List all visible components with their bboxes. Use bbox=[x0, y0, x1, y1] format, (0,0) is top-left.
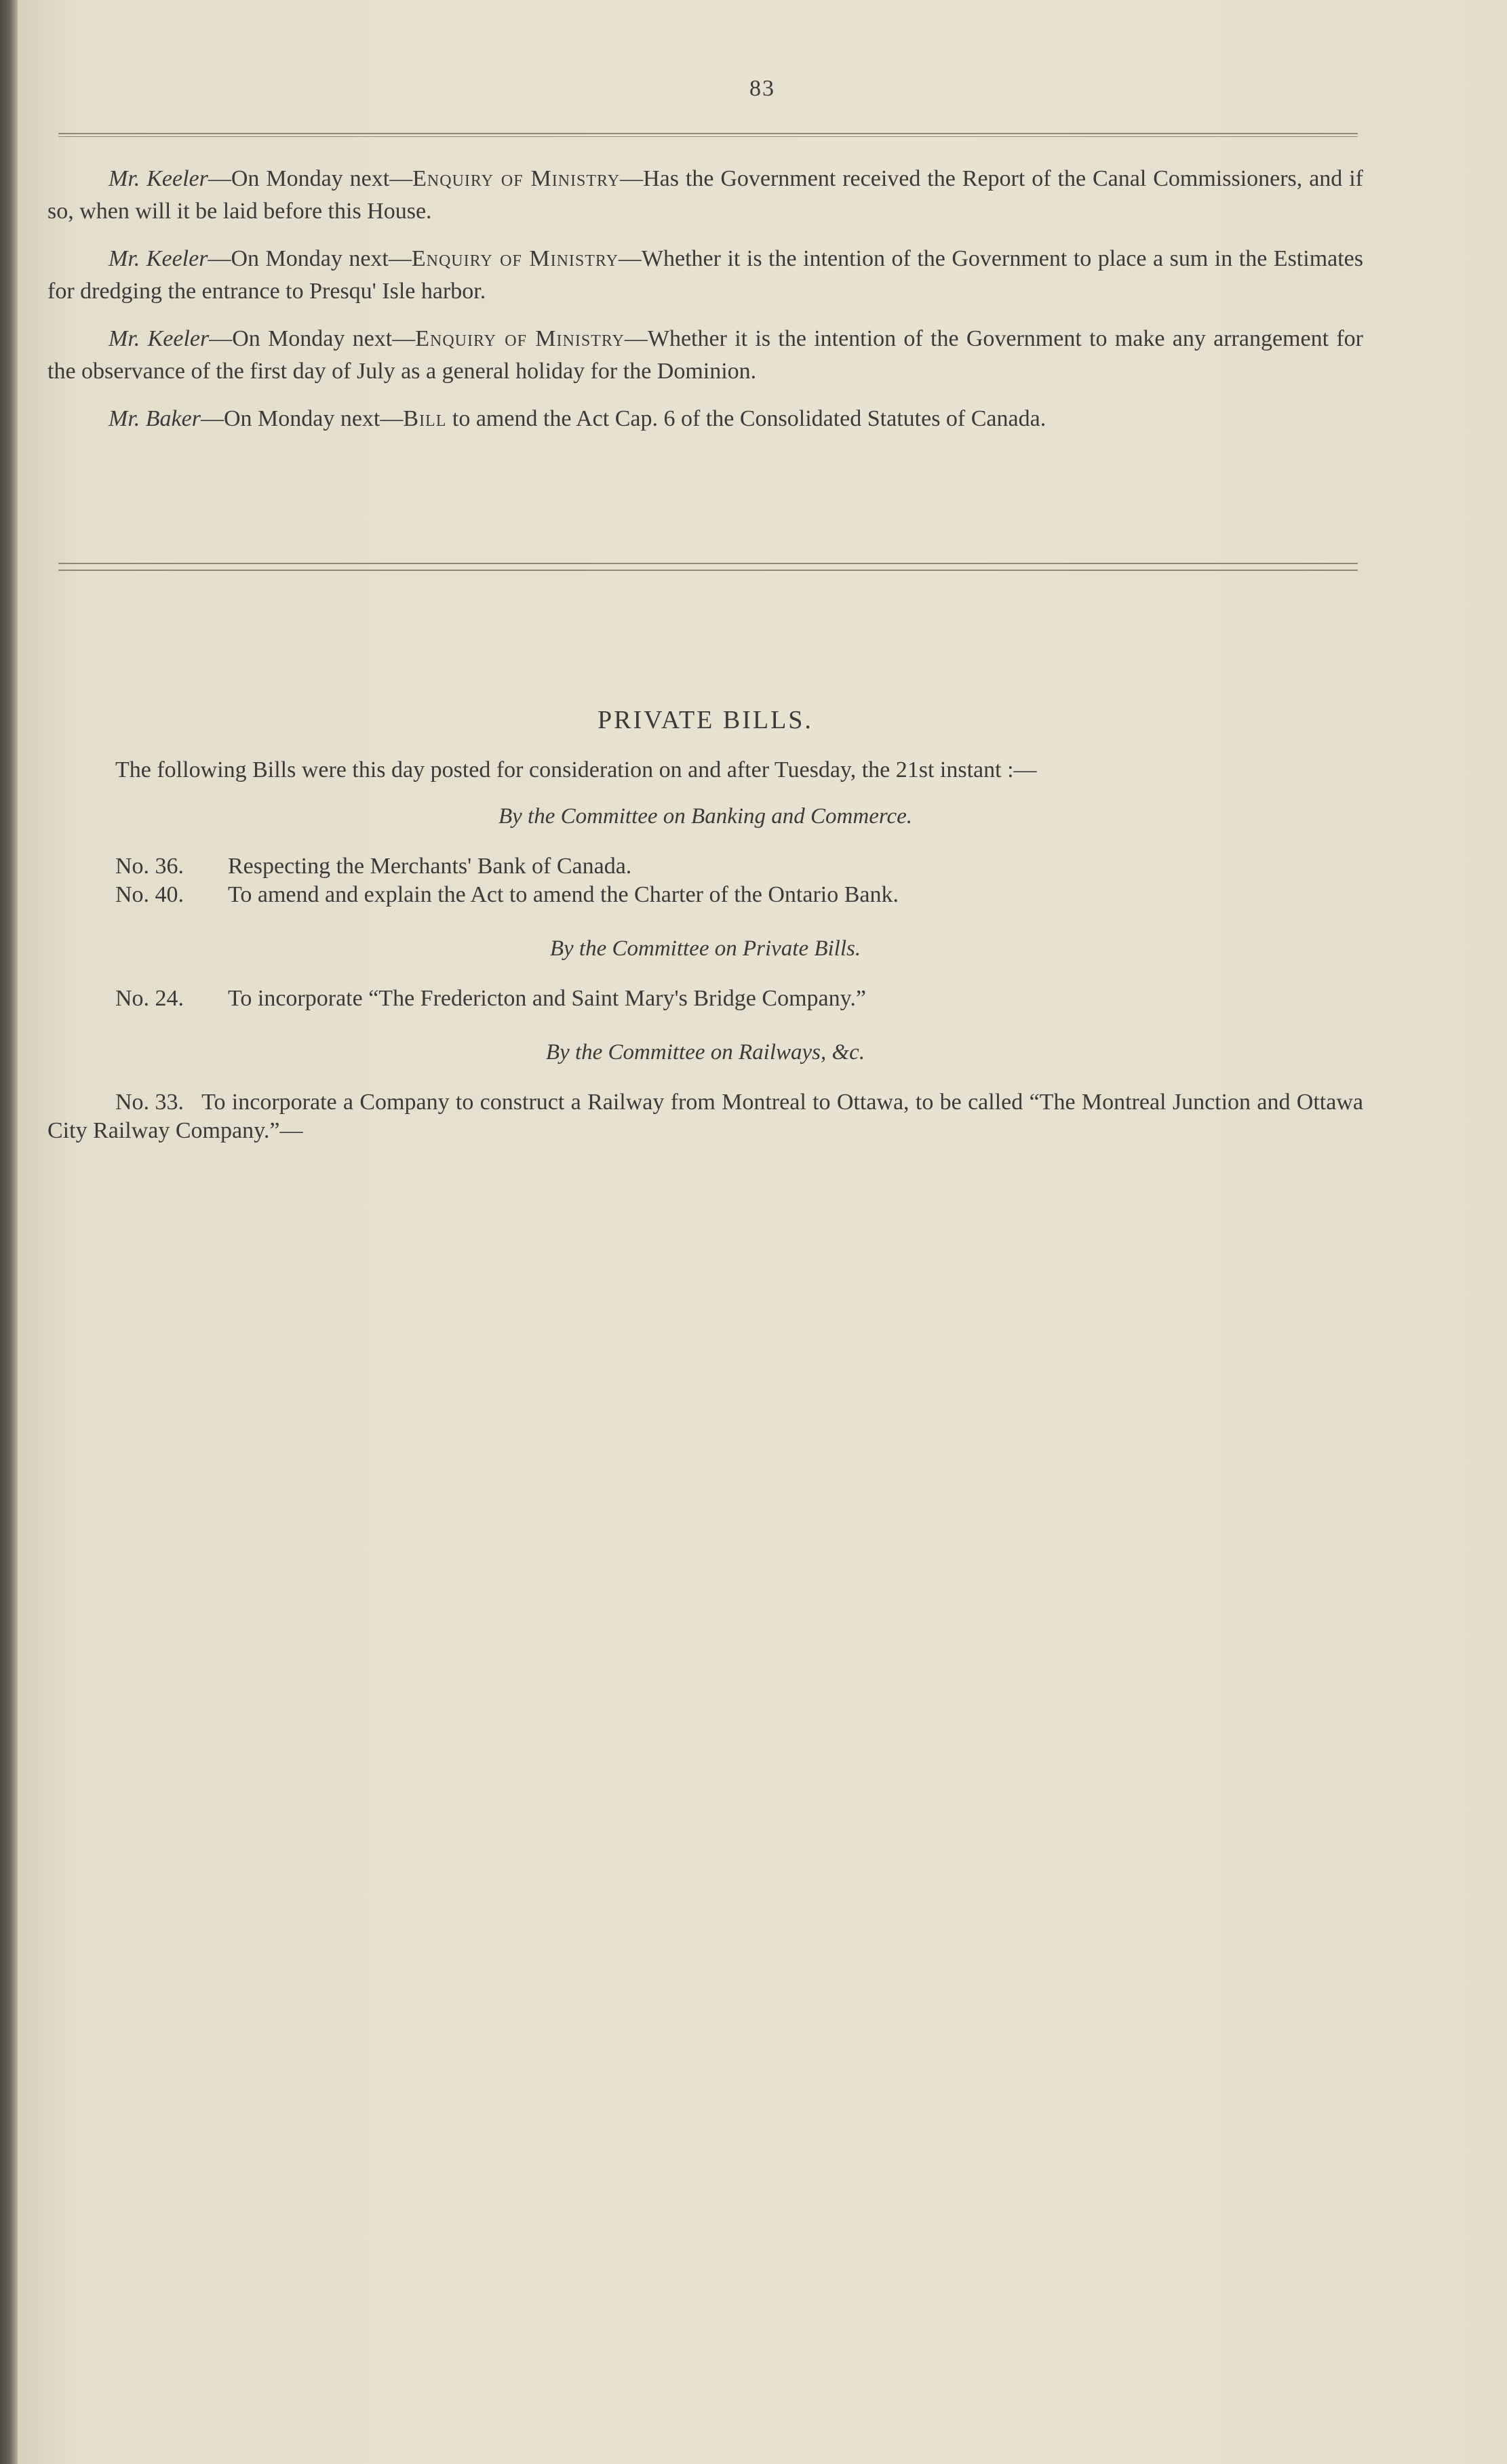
committee-heading: By the Committee on Railways, &c. bbox=[545, 1040, 865, 1065]
notice-kind: Enquiry of Ministry bbox=[412, 166, 621, 191]
notice-member: Mr. Keeler bbox=[109, 326, 210, 351]
notice-text: —Whether it is the intention of the Government to place a sum in the Estimates for dredging the entrance to Presqu' Isle harbor. bbox=[47, 246, 1363, 304]
notice-member: Mr. Baker bbox=[109, 406, 201, 431]
notice-text: —Has the Government received the Report of the Canal Commissioners, and if so, when will it be laid before this House. bbox=[47, 166, 1364, 224]
header-rule bbox=[58, 133, 1358, 137]
notice-when: —On Monday next— bbox=[208, 246, 412, 271]
notice-text: to amend the Act Cap. 6 of the Consolidated Statutes of Canada. bbox=[446, 406, 1046, 431]
notice-when: —On Monday next— bbox=[208, 166, 413, 191]
bill-title: To incorporate “The Fredericton and Saint Mary's Bridge Company.” bbox=[228, 986, 866, 1011]
bill-list bbox=[47, 852, 1363, 909]
bill-number: No. 40. bbox=[115, 882, 184, 907]
committee-heading: By the Committee on Banking and Commerce. bbox=[498, 804, 913, 829]
committee-heading: By the Committee on Private Bills. bbox=[549, 936, 861, 961]
notice-item bbox=[47, 403, 1363, 435]
section-rule bbox=[58, 570, 1358, 571]
bill-title: To incorporate a Company to construct a Railway from Montreal to Ottawa, to be called “The Montreal Junction and Ottawa City Railway Company.”— bbox=[47, 1090, 1363, 1143]
section-intro: The following Bills were this day posted for consideration on and after Tuesday, the 21st instant :— bbox=[115, 757, 1037, 782]
bill-entry bbox=[47, 1088, 1363, 1145]
bill-entry bbox=[47, 985, 1363, 1013]
section-title: PRIVATE BILLS. bbox=[598, 706, 813, 734]
bill-title: To amend and explain the Act to amend the Charter of the Ontario Bank. bbox=[228, 882, 899, 907]
notices-of-motion bbox=[47, 163, 1363, 450]
book-binding-edge bbox=[0, 0, 18, 2464]
bill-title: Respecting the Merchants' Bank of Canada. bbox=[228, 854, 632, 879]
notice-item bbox=[47, 323, 1363, 388]
bill-entry bbox=[47, 881, 1363, 909]
document-page bbox=[18, 0, 1507, 2464]
notice-item bbox=[47, 243, 1363, 308]
notice-member: Mr. Keeler bbox=[109, 246, 208, 271]
bill-number: No. 33. bbox=[115, 1090, 184, 1115]
notice-kind: Enquiry of Ministry bbox=[411, 246, 619, 271]
notice-kind: Enquiry of Ministry bbox=[415, 326, 625, 351]
notice-member: Mr. Keeler bbox=[109, 166, 208, 191]
bill-entry bbox=[47, 852, 1363, 881]
private-bills-section bbox=[47, 705, 1363, 1172]
notice-when: —On Monday next— bbox=[200, 406, 404, 431]
bill-list bbox=[47, 1088, 1363, 1145]
bill-number: No. 24. bbox=[115, 986, 184, 1011]
notice-when: —On Monday next— bbox=[209, 326, 416, 351]
page-number: 83 bbox=[749, 76, 775, 101]
notice-text: —Whether it is the intention of the Government to make any arrangement for the observance of the first day of July as a general holiday for the Dominion. bbox=[47, 326, 1363, 384]
notice-item bbox=[47, 163, 1363, 228]
bill-number: No. 36. bbox=[115, 854, 184, 879]
bill-list bbox=[47, 985, 1363, 1013]
section-rule bbox=[58, 563, 1358, 564]
notice-kind: Bill bbox=[403, 406, 447, 431]
